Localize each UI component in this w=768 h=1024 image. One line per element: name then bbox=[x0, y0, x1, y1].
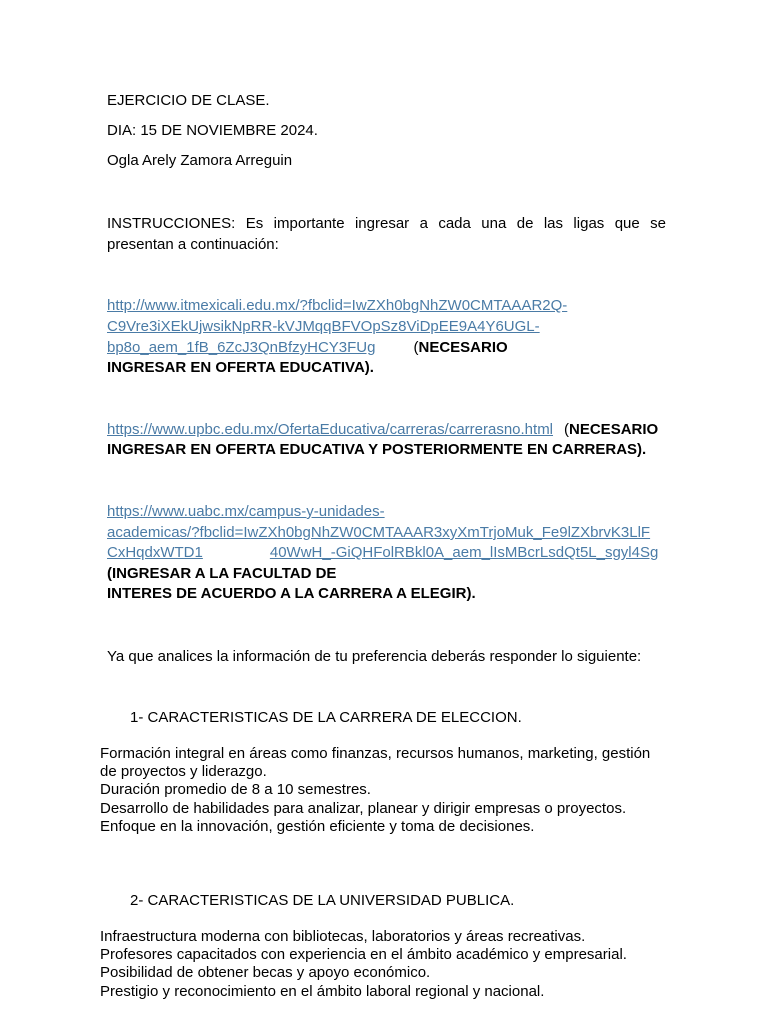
note-necesario: NECESARIO bbox=[569, 421, 659, 438]
section-1-line: Enfoque en la innovación, gestión eficiente y toma de decisiones. bbox=[100, 817, 535, 835]
link-upbc[interactable]: https://www.upbc.edu.mx/OfertaEducativa/carreras/carrerasno.html bbox=[107, 421, 554, 438]
note-itmexicali-line-2: INGRESAR EN OFERTA EDUCATIVA). bbox=[107, 359, 374, 376]
link-uabc-line-3a[interactable]: CxHqdxWTD1 bbox=[107, 544, 203, 561]
section-2-body bbox=[100, 928, 680, 1001]
note-upbc-line-2: INGRESAR EN OFERTA EDUCATIVA Y POSTERIORMENTE EN CARRERAS). bbox=[107, 441, 647, 458]
instructions-paragraph: INSTRUCCIONES: Es importante ingresar a cada una de las ligas que se presentan a continuación: bbox=[107, 215, 666, 253]
link-uabc-line-1[interactable]: https://www.uabc.mx/campus-y-unidades- bbox=[107, 503, 385, 520]
section-2-line: Profesores capacitados con experiencia en el ámbito académico y empresarial. bbox=[100, 946, 627, 964]
section-2-line: Prestigio y reconocimiento en el ámbito laboral regional y nacional. bbox=[100, 982, 545, 1000]
document-author: Ogla Arely Zamora Arreguin bbox=[107, 152, 293, 169]
note-open-paren: ( bbox=[413, 339, 419, 356]
link-upbc-row bbox=[107, 420, 658, 440]
link-itmexicali-line-2[interactable]: C9Vre3iXEkUjwsikNpRR-kVJMqqBFVOpSz8ViDpEE9A4Y6UGL- bbox=[107, 318, 540, 335]
section-1-body bbox=[100, 745, 680, 836]
section-1-line: Formación integral en áreas como finanzas, recursos humanos, marketing, gestión bbox=[100, 745, 651, 762]
note-open-paren: ( bbox=[564, 421, 570, 438]
link-itmexicali-line-3[interactable]: bp8o_aem_1fB_6ZcJ3QnBfzyHCY3FUg bbox=[107, 339, 376, 356]
document-date: DIA: 15 DE NOVIEMBRE 2024. bbox=[107, 122, 318, 139]
section-2-heading: 2- CARACTERISTICAS DE LA UNIVERSIDAD PUBLICA. bbox=[130, 892, 515, 909]
prompt-text: Ya que analices la información de tu preferencia deberás responder lo siguiente: bbox=[107, 648, 642, 665]
link-uabc-line-2[interactable]: academicas/?fbclid=IwZXh0bgNhZW0CMTAAAR3xyXmTrjoMuk_Fe9lZXbrvK3LlF bbox=[107, 524, 651, 541]
link-itmexicali-line-3-row bbox=[107, 338, 508, 358]
section-1-line: Duración promedio de 8 a 10 semestres. bbox=[100, 781, 371, 799]
section-2-line: Infraestructura moderna con bibliotecas, laboratorios y áreas recreativas. bbox=[100, 928, 586, 945]
section-1-line: de proyectos y liderazgo. bbox=[100, 763, 267, 781]
section-1-line: Desarrollo de habilidades para analizar, planear y dirigir empresas o proyectos. bbox=[100, 799, 627, 817]
document-title: EJERCICIO DE CLASE. bbox=[107, 92, 270, 109]
note-uabc-line-1: (INGRESAR A LA FACULTAD DE bbox=[107, 565, 337, 582]
link-uabc-line-3-row bbox=[107, 543, 658, 563]
section-1-heading: 1- CARACTERISTICAS DE LA CARRERA DE ELECCION. bbox=[130, 709, 522, 726]
link-itmexicali-line-1[interactable]: http://www.itmexicali.edu.mx/?fbclid=IwZXh0bgNhZW0CMTAAAR2Q- bbox=[107, 297, 568, 314]
note-uabc-line-2: INTERES DE ACUERDO A LA CARRERA A ELEGIR). bbox=[107, 585, 476, 602]
link-uabc-line-3b[interactable]: 40WwH_-GiQHFolRBkl0A_aem_lIsMBcrLsdQt5L_sgyl4Sg bbox=[269, 544, 659, 561]
section-2-line: Posibilidad de obtener becas y apoyo económico. bbox=[100, 964, 431, 982]
note-necesario: NECESARIO bbox=[418, 339, 508, 356]
